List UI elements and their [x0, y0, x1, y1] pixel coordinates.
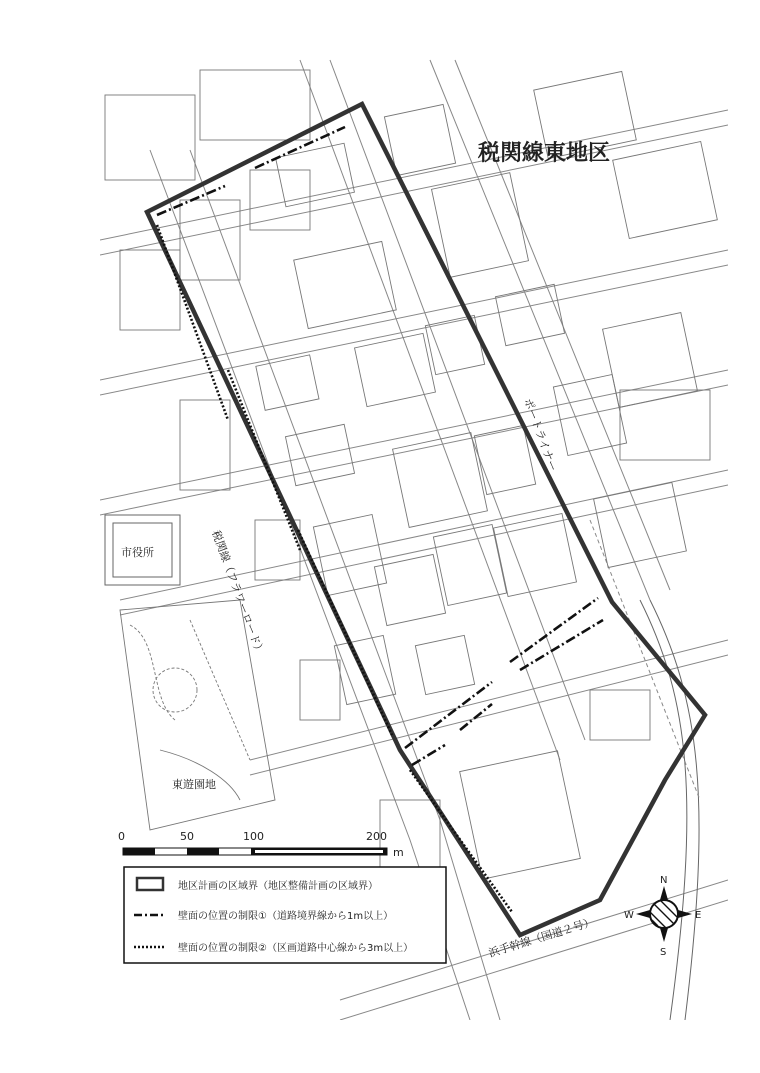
compass-e: E: [695, 910, 702, 921]
compass-s: S: [660, 947, 667, 958]
legend-item-boundary: 地区計画の区域界（地区整備計画の区域界）: [178, 881, 378, 892]
scale-tick-200: 200: [366, 830, 387, 843]
legend: [124, 867, 446, 963]
scale-tick-100: 100: [243, 830, 264, 843]
route2-label: 浜手幹線（国道２号）: [487, 915, 597, 960]
scale-unit: m: [393, 846, 404, 859]
scale-tick-50: 50: [180, 830, 194, 843]
district-title: 税関線東地区: [478, 141, 611, 166]
compass-w: W: [624, 910, 634, 921]
legend-item-restriction-1: 壁面の位置の制限①（道路境界線から1m以上）: [178, 911, 394, 922]
port-liner-label: ポートライナー: [521, 396, 560, 474]
city-hall-label: 市役所: [121, 546, 154, 559]
park-label: 東遊園地: [172, 778, 216, 791]
legend-item-restriction-2: 壁面の位置の制限②（区画道路中心線から3m以上）: [178, 943, 414, 954]
compass-n: N: [660, 875, 668, 886]
scale-tick-0: 0: [118, 830, 125, 843]
zeikan-line-label: 税関線（フラワーロード）: [209, 528, 267, 658]
